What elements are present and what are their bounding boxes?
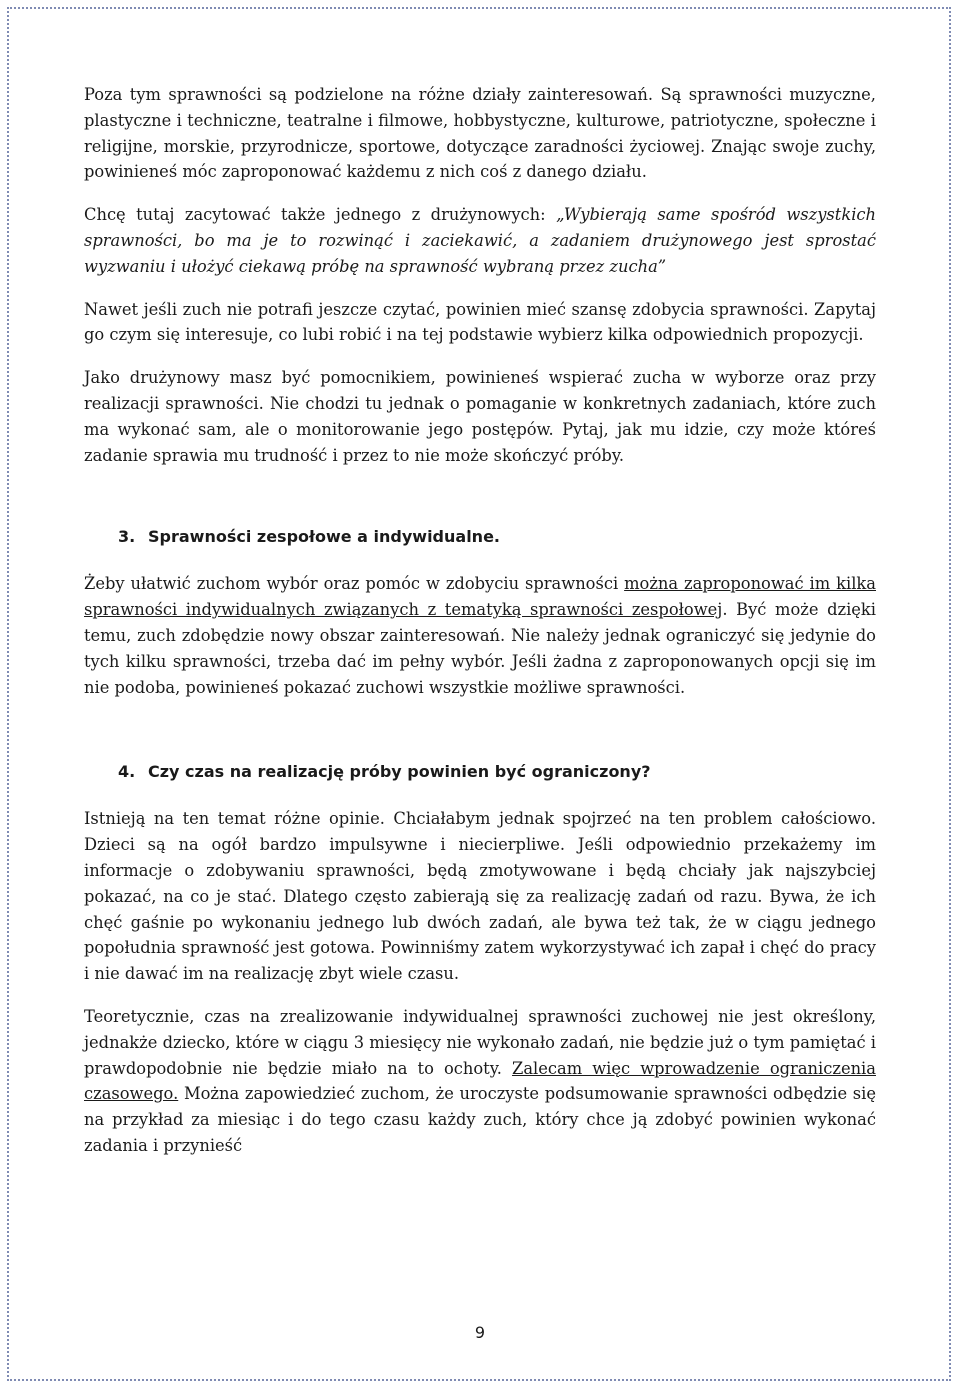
document-body [84, 82, 876, 1176]
paragraph [84, 571, 876, 700]
paragraph [84, 1004, 876, 1159]
paragraph: Poza tym sprawności są podzielone na różne działy zainteresowań. Są sprawności muzyczne, plastyczne i techniczne, teatralne i filmowe, hobbystyczne, kulturowe, patriotyczne, społeczne i religijne, morskie, przyrodnicze, sportowe, dotyczące zaradności życiowej. Znając swoje zuchy, powinieneś móc zaproponować każdemu z nich coś z danego działu. [84, 85, 876, 182]
underlined-text: Zalecam więc wprowadzenie ograniczenia czasowego. [84, 1058, 876, 1104]
section-number: 4. [118, 762, 136, 782]
underlined-text: można zaproponować im kilka sprawności indywidualnych związanych z tematyką sprawności zespołowej [84, 574, 876, 620]
section-heading [84, 526, 876, 548]
paragraph: Nawet jeśli zuch nie potrafi jeszcze czytać, powinien mieć szansę zdobycia sprawności. Zapytaj go czym się interesuje, co lubi robić i na tej podstawie wybierz kilka odpowiednich propozycji. [84, 299, 876, 345]
section-heading [84, 761, 876, 783]
page-number: 9 [474, 1323, 486, 1342]
text-run: Teoretycznie, czas na zrealizowanie indywidualnej sprawności zuchowej nie jest określony, jednakże dziecko, które w ciągu 3 miesięcy nie wykonało zadań, nie będzie już o tym pamiętać i prawdopodobnie nie będzie miało na to ochoty. [84, 1006, 876, 1078]
paragraph: Istnieją na ten temat różne opinie. Chciałabym jednak spojrzeć na ten problem całościowo. Dzieci są na ogół bardzo impulsywne i niecierpliwe. Jeśli odpowiednio przekażemy im informacje o zdobywaniu sprawności, będą zmotywowane i będą chciały jak najszybciej pokazać, na co je stać. Dlatego często zabierają się za realizację zadań od razu. Bywa, że ich chęć gaśnie po wykonaniu jednego lub dwóch zadań, ale bywa też tak, że w ciągu jednego popołudnia sprawność jest gotowa. Powinniśmy zatem wykorzystywać ich zapał i chęć do pracy i nie dawać im na realizację zbyt wiele czasu. [84, 809, 876, 984]
section-number: 3. [118, 527, 136, 547]
text-run: Żeby ułatwić zuchom wybór oraz pomóc w zdobyciu sprawności [84, 574, 625, 594]
quote-text: „Wybierają same spośród wszystkich sprawności, bo ma je to rozwinąć i zaciekawić, a zadaniem drużynowego jest sprostać wyzwaniu i ułożyć ciekawą próbę na sprawność wybraną przez zucha” [84, 205, 877, 276]
section-title: Czy czas na realizację próby powinien być ograniczony? [148, 762, 651, 782]
quote-paragraph [84, 202, 876, 279]
section-title: Sprawności zespołowe a indywidualne. [148, 527, 500, 547]
paragraph: Jako drużynowy masz być pomocnikiem, powinieneś wspierać zucha w wyborze oraz przy realizacji sprawności. Nie chodzi tu jednak o pomaganie w konkretnych zadaniach, które zuch ma wykonać sam, ale o monitorowanie jego postępów. Pytaj, jak mu idzie, czy może któreś zadanie sprawia mu trudność i przez to nie może skończyć próby. [84, 368, 876, 465]
text-run: . Być może dzięki temu, zuch zdobędzie nowy obszar zainteresowań. Nie należy jednak ograniczyć się jedynie do tych kilku sprawności, trzeba dać im pełny wybór. Jeśli żadna z zaproponowanych opcji się im nie podoba, powinieneś pokazać zuchowi wszystkie możliwe sprawności. [84, 600, 877, 697]
quote-intro: Chcę tutaj zacytować także jednego z drużynowych: [84, 205, 557, 225]
text-run: Można zapowiedzieć zuchom, że uroczyste podsumowanie sprawności odbędzie się na przykład za miesiąc i do tego czasu każdy zuch, który chce ją zdobyć powinien wykonać zadania i przynieść [84, 1084, 876, 1155]
